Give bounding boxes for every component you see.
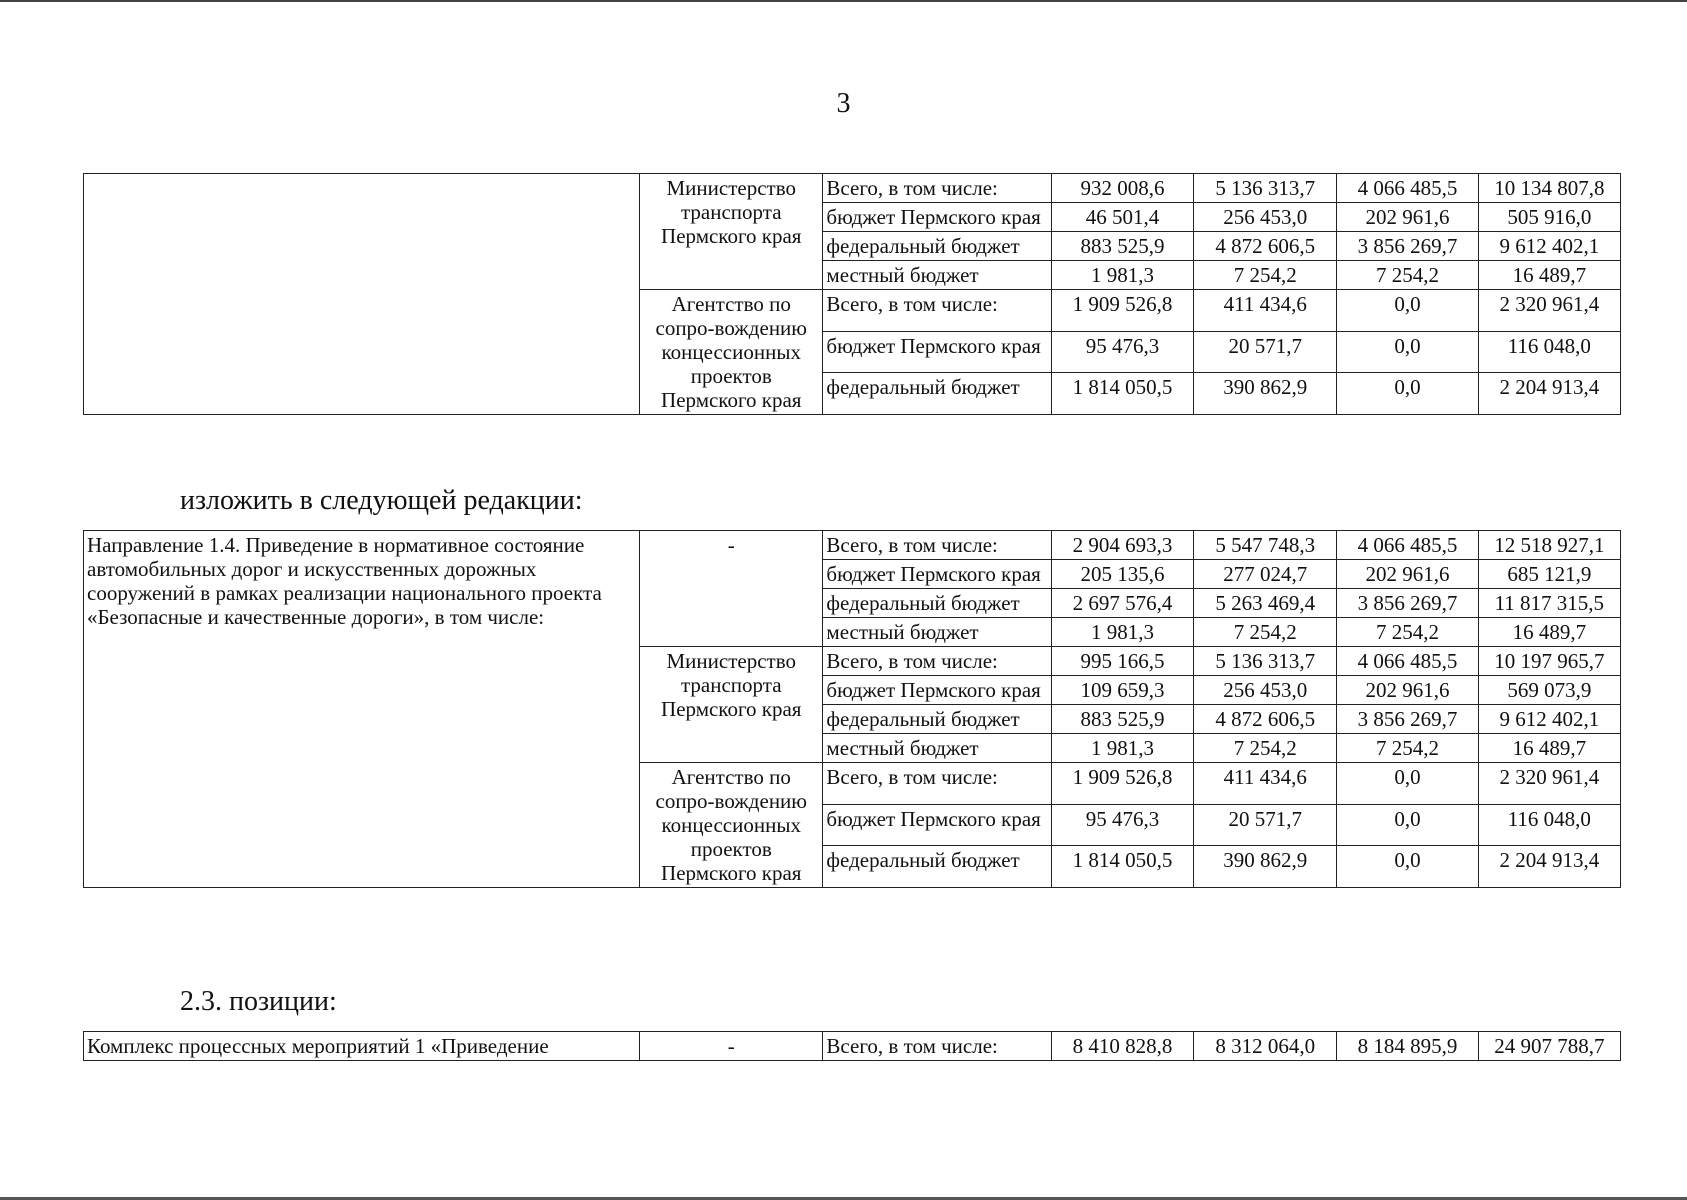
value-cell: 1 981,3	[1051, 618, 1193, 647]
value-cell: 2 204 913,4	[1478, 846, 1620, 888]
funding-label-cell: федеральный бюджет	[823, 232, 1051, 261]
value-cell: 505 916,0	[1478, 203, 1620, 232]
value-cell: 7 254,2	[1337, 261, 1478, 290]
value-cell: 3 856 269,7	[1337, 232, 1478, 261]
value-cell: 4 066 485,5	[1337, 647, 1478, 676]
table-row	[84, 174, 1621, 203]
value-cell: 12 518 927,1	[1478, 531, 1620, 560]
org-cell: Министерство транспорта Пермского края	[640, 174, 823, 290]
value-cell: 883 525,9	[1051, 232, 1193, 261]
value-cell: 995 166,5	[1051, 647, 1193, 676]
value-cell: 16 489,7	[1478, 618, 1620, 647]
value-cell: 202 961,6	[1337, 203, 1478, 232]
funding-label-cell: бюджет Пермского края	[823, 676, 1051, 705]
direction-cell: Направление 1.4. Приведение в нормативное состояние автомобильных дорог и искусственных дорожных сооружений в рамках реализации национального проекта «Безопасные и качественные дороги», в том числе:	[84, 531, 640, 888]
value-cell: 202 961,6	[1337, 560, 1478, 589]
value-cell: 20 571,7	[1194, 331, 1337, 373]
value-cell: 3 856 269,7	[1337, 705, 1478, 734]
org-cell: Министерство транспорта Пермского края	[640, 647, 823, 763]
value-cell: 0,0	[1337, 804, 1478, 846]
complex-name-cell: Комплекс процессных мероприятий 1 «Приведение	[84, 1032, 640, 1061]
value-cell: 2 204 913,4	[1478, 373, 1620, 415]
value-cell: 20 571,7	[1194, 804, 1337, 846]
value-cell: 11 817 315,5	[1478, 589, 1620, 618]
value-cell: 4 066 485,5	[1337, 531, 1478, 560]
section-heading-positions: 2.3. позиции:	[180, 986, 337, 1017]
funding-label-cell: бюджет Пермского края	[823, 331, 1051, 373]
org-cell: -	[640, 1032, 823, 1061]
table-row	[84, 531, 1621, 560]
funding-label-cell: федеральный бюджет	[823, 589, 1051, 618]
budget-table-positions	[83, 1031, 1621, 1061]
value-cell: 7 254,2	[1337, 734, 1478, 763]
value-cell: 0,0	[1337, 290, 1478, 332]
funding-label-cell: местный бюджет	[823, 618, 1051, 647]
value-cell: 10 197 965,7	[1478, 647, 1620, 676]
value-cell: 883 525,9	[1051, 705, 1193, 734]
org-cell: Агентство по сопро-вождению концессионных проектов Пермского края	[640, 763, 823, 888]
value-cell: 277 024,7	[1194, 560, 1337, 589]
value-cell: 3 856 269,7	[1337, 589, 1478, 618]
value-cell: 9 612 402,1	[1478, 705, 1620, 734]
value-cell: 9 612 402,1	[1478, 232, 1620, 261]
value-cell: 1 814 050,5	[1051, 846, 1193, 888]
value-cell: 1 909 526,8	[1051, 763, 1193, 805]
value-cell: 95 476,3	[1051, 331, 1193, 373]
value-cell: 5 136 313,7	[1194, 174, 1337, 203]
value-cell: 1 814 050,5	[1051, 373, 1193, 415]
budget-table-original	[83, 173, 1621, 415]
value-cell: 411 434,6	[1194, 290, 1337, 332]
value-cell: 4 872 606,5	[1194, 705, 1337, 734]
value-cell: 5 547 748,3	[1194, 531, 1337, 560]
page-number: 3	[836, 88, 851, 119]
value-cell: 24 907 788,7	[1478, 1032, 1620, 1061]
value-cell: 1 981,3	[1051, 734, 1193, 763]
value-cell: 2 320 961,4	[1478, 763, 1620, 805]
value-cell: 109 659,3	[1051, 676, 1193, 705]
value-cell: 8 410 828,8	[1051, 1032, 1193, 1061]
value-cell: 256 453,0	[1194, 203, 1337, 232]
value-cell: 116 048,0	[1478, 331, 1620, 373]
value-cell: 202 961,6	[1337, 676, 1478, 705]
section-heading-edit: изложить в следующей редакции:	[180, 485, 583, 516]
value-cell: 411 434,6	[1194, 763, 1337, 805]
value-cell: 0,0	[1337, 846, 1478, 888]
funding-label-cell: федеральный бюджет	[823, 373, 1051, 415]
table-row	[84, 1032, 1621, 1061]
funding-label-cell: Всего, в том числе:	[823, 531, 1051, 560]
value-cell: 16 489,7	[1478, 734, 1620, 763]
value-cell: 256 453,0	[1194, 676, 1337, 705]
value-cell: 116 048,0	[1478, 804, 1620, 846]
org-cell: Агентство по сопро-вождению концессионных проектов Пермского края	[640, 290, 823, 415]
value-cell: 5 263 469,4	[1194, 589, 1337, 618]
value-cell: 8 184 895,9	[1337, 1032, 1478, 1061]
value-cell: 46 501,4	[1051, 203, 1193, 232]
value-cell: 10 134 807,8	[1478, 174, 1620, 203]
value-cell: 932 008,6	[1051, 174, 1193, 203]
value-cell: 1 981,3	[1051, 261, 1193, 290]
value-cell: 0,0	[1337, 331, 1478, 373]
value-cell: 2 697 576,4	[1051, 589, 1193, 618]
value-cell: 0,0	[1337, 373, 1478, 415]
value-cell: 7 254,2	[1337, 618, 1478, 647]
empty-cell	[84, 174, 640, 415]
page-edge-top	[0, 0, 1687, 2]
value-cell: 7 254,2	[1194, 261, 1337, 290]
funding-label-cell: бюджет Пермского края	[823, 203, 1051, 232]
value-cell: 390 862,9	[1194, 373, 1337, 415]
funding-label-cell: Всего, в том числе:	[823, 174, 1051, 203]
funding-label-cell: бюджет Пермского края	[823, 560, 1051, 589]
funding-label-cell: Всего, в том числе:	[823, 290, 1051, 332]
funding-label-cell: Всего, в том числе:	[823, 647, 1051, 676]
value-cell: 569 073,9	[1478, 676, 1620, 705]
value-cell: 685 121,9	[1478, 560, 1620, 589]
value-cell: 2 320 961,4	[1478, 290, 1620, 332]
value-cell: 0,0	[1337, 763, 1478, 805]
value-cell: 1 909 526,8	[1051, 290, 1193, 332]
funding-label-cell: местный бюджет	[823, 734, 1051, 763]
value-cell: 5 136 313,7	[1194, 647, 1337, 676]
funding-label-cell: Всего, в том числе:	[823, 1032, 1051, 1061]
funding-label-cell: бюджет Пермского края	[823, 804, 1051, 846]
value-cell: 8 312 064,0	[1194, 1032, 1337, 1061]
funding-label-cell: Всего, в том числе:	[823, 763, 1051, 805]
value-cell: 7 254,2	[1194, 734, 1337, 763]
value-cell: 2 904 693,3	[1051, 531, 1193, 560]
funding-label-cell: федеральный бюджет	[823, 705, 1051, 734]
value-cell: 95 476,3	[1051, 804, 1193, 846]
funding-label-cell: местный бюджет	[823, 261, 1051, 290]
value-cell: 7 254,2	[1194, 618, 1337, 647]
budget-table-revised	[83, 530, 1621, 888]
value-cell: 4 066 485,5	[1337, 174, 1478, 203]
org-cell: -	[640, 531, 823, 647]
value-cell: 205 135,6	[1051, 560, 1193, 589]
value-cell: 16 489,7	[1478, 261, 1620, 290]
value-cell: 4 872 606,5	[1194, 232, 1337, 261]
value-cell: 390 862,9	[1194, 846, 1337, 888]
funding-label-cell: федеральный бюджет	[823, 846, 1051, 888]
